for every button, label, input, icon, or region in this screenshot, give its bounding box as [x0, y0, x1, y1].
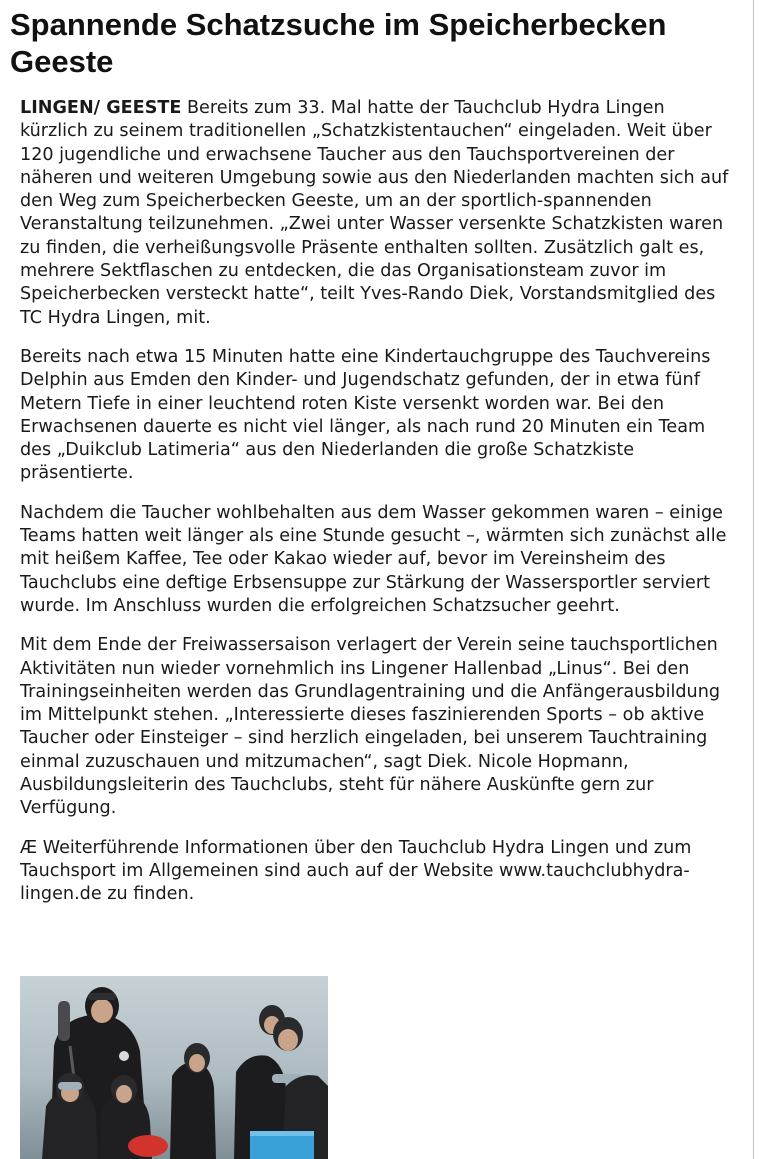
divers-group-photo [20, 976, 328, 1159]
article-headline: Spannende Schatzsuche im Speicherbecken Geeste [10, 7, 667, 79]
paragraph-2: Bereits nach etwa 15 Minuten hatte eine Kindertauchgruppe des Tauchvereins Delphin aus Emden den Kinder- und Jugendschatz gefunden, der in etwa fünf Metern Tiefe in einer leuchtend roten Kiste versenkt worden war. Bei den Erwachsenen dauerte es nicht viel länger, als nach rund 20 Minuten ein Team des „Duikclub Latimeria“ aus den Niederlanden die große Schatzkiste präsentierte. [20, 346, 711, 484]
photo-illustration [20, 976, 328, 1159]
article-body [0, 80, 738, 907]
dateline: LINGEN/ GEESTE [20, 98, 182, 118]
paragraph-4: Mit dem Ende der Freiwassersaison verlagert der Verein seine tauchsportlichen Aktivitäten nun wieder vornehmlich ins Lingener Hallenbad „Linus“. Bei den Trainingseinheiten werden das Grundlagentraining und die Anfängerausbildung im Mittelpunkt stehen. „Interessierte dieses faszinierenden Sports – ob aktive Taucher oder Einsteiger – sind herzlich eingeladen, bei unserem Tauchtraining einmal zuzuschauen und mitzumachen“, sagt Diek. Nicole Hopmann, Ausbildungsleiterin des Tauchclubs, steht für nähere Auskünfte gern zur Verfügung. [20, 635, 721, 819]
lead-paragraph [20, 97, 738, 330]
paragraph-3: Nachdem die Taucher wohlbehalten aus dem Wasser gekommen waren – einige Teams hatten weit länger als eine Stunde gesucht –, wärmten sich zunächst alle mit heißem Kaffee, Tee oder Kakao wieder auf, bevor im Vereinsheim des Tauchclubs eine deftige Erbsensuppe zur Stärkung der Wassersportler serviert wurde. Im Anschluss wurden die erfolgreichen Schatzsucher geehrt. [20, 502, 727, 616]
paragraph-info: Æ Weiterführende Informationen über den Tauchclub Hydra Lingen und zum Tauchsport im Allgemeinen sind auch auf der Website www.tauchclubhydra-lingen.de zu finden. [20, 837, 692, 905]
page-border [753, 0, 754, 1159]
lead-text: Bereits zum 33. Mal hatte der Tauchclub Hydra Lingen kürzlich zu seinem traditionellen „Schatzkistentauchen“ eingeladen. Weit über 120 jugendliche und erwachsene Taucher aus den Tauchsportvereinen der näheren und weiteren Umgebung sowie aus den Niederlanden machten sich auf den Weg zum Speicherbecken Geeste, um an der sportlich-spannenden Veranstaltung teilzunehmen. „Zwei unter Wasser versenkte Schatzkisten waren zu finden, die verheißungsvolle Präsente enthalten sollten. Zusätzlich galt es, mehrere Sektflaschen zu entdecken, die das Organisationsteam zuvor im Speicherbecken versteckt hatte“, teilt Yves-Rando Diek, Vorstandsmitglied des TC Hydra Lingen, mit. [20, 98, 729, 328]
air-tank [58, 1001, 70, 1041]
red-treasure [128, 1135, 168, 1157]
